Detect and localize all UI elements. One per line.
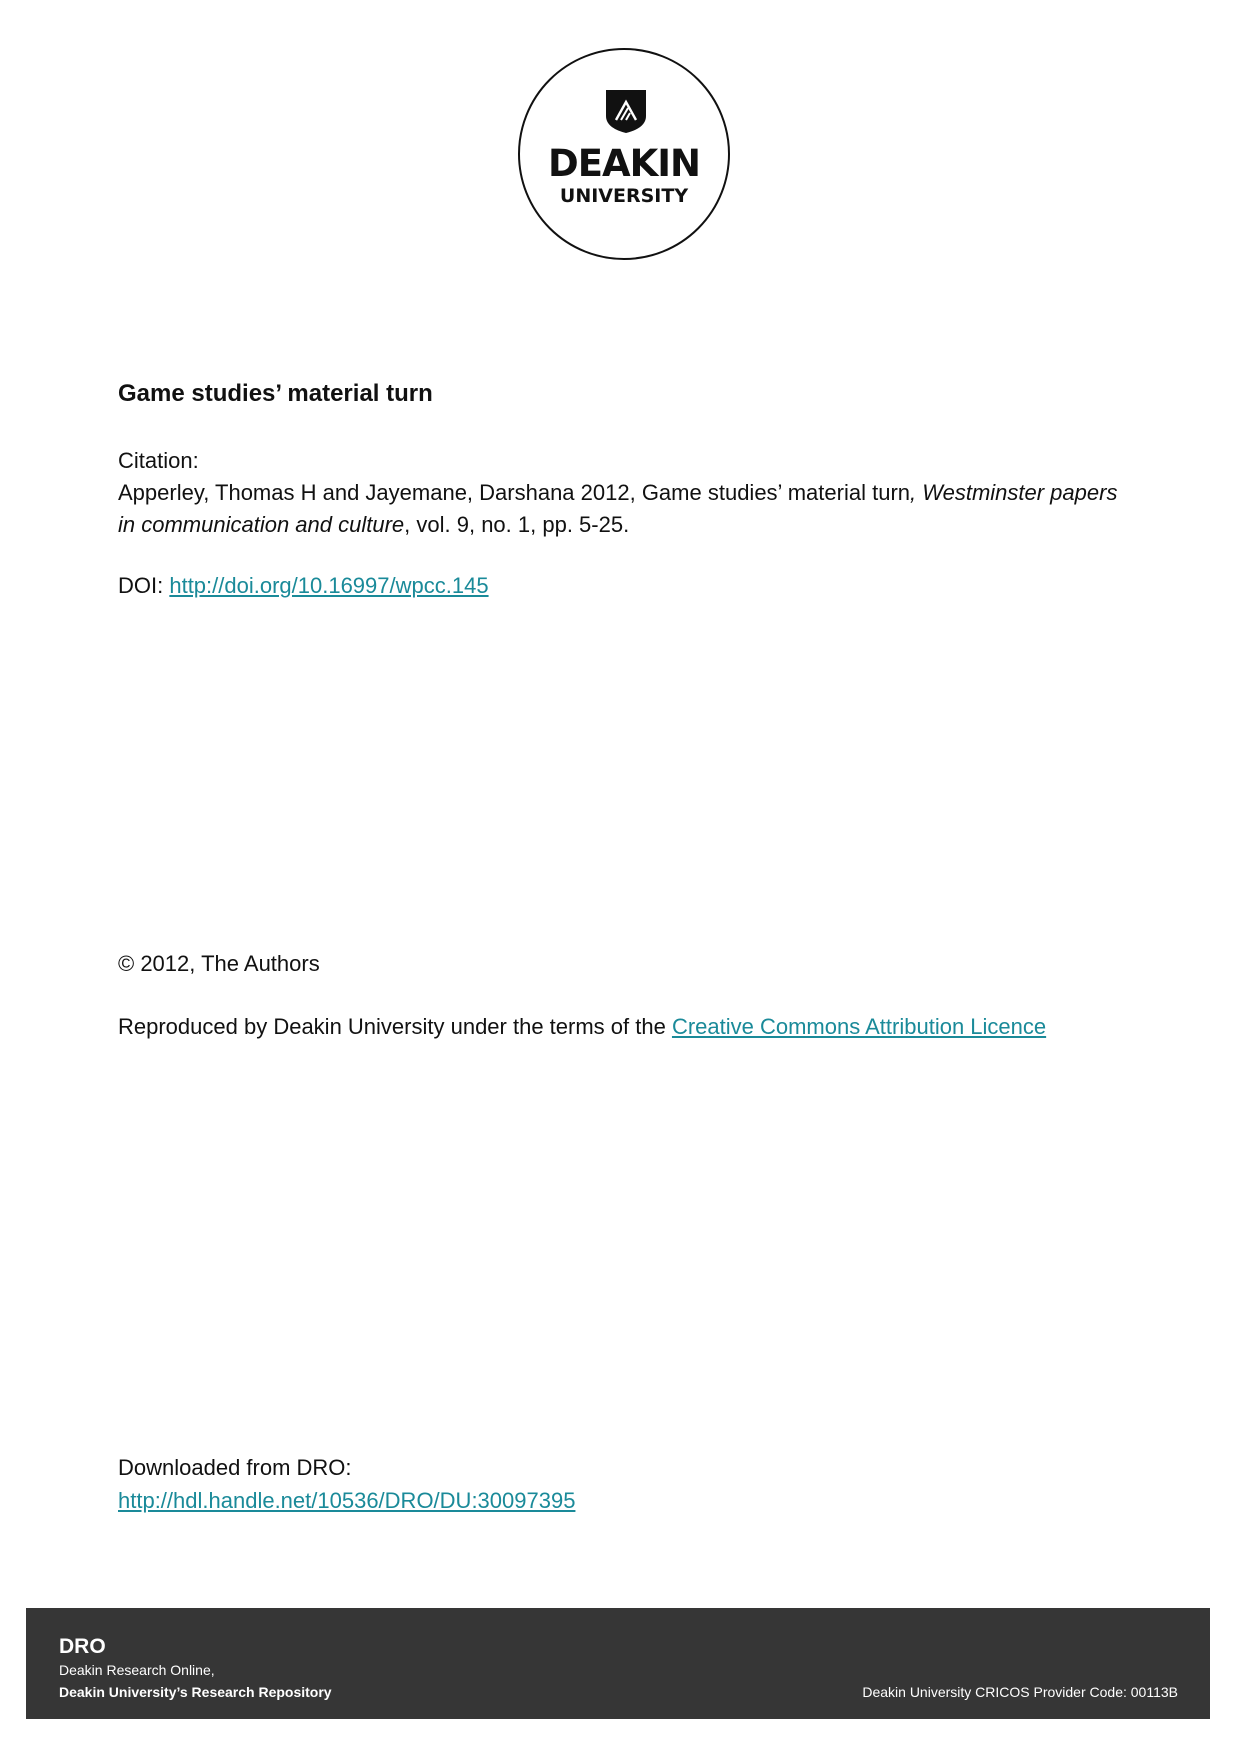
citation-details: , vol. 9, no. 1, pp. 5-25. — [404, 512, 630, 537]
licence-text: Reproduced by Deakin University under the terms of the — [118, 1014, 672, 1039]
citation-authors-title: Apperley, Thomas H and Jayemane, Darshana 2012, Game studies’ material turn — [118, 480, 910, 505]
doi-line — [118, 570, 1118, 602]
deakin-university-logo — [518, 48, 730, 260]
document-title: Game studies’ material turn — [118, 380, 433, 407]
citation-body — [118, 477, 1118, 541]
footer-repository-name: Deakin University’s Research Repository — [59, 1684, 332, 1700]
doi-label: DOI: — [118, 573, 170, 598]
logo-wordmark-university: UNIVERSITY — [559, 185, 689, 207]
licence-statement — [118, 1011, 1118, 1043]
footer-cricos-code: Deakin University CRICOS Provider Code: 00113B — [862, 1684, 1178, 1700]
licence-link[interactable]: Creative Commons Attribution Licence — [671, 1014, 1047, 1039]
footer-subtitle: Deakin Research Online, — [59, 1662, 215, 1678]
handle-link[interactable]: http://hdl.handle.net/10536/DRO/DU:30097395 — [118, 1488, 576, 1513]
citation-label: Citation: — [118, 448, 199, 473]
copyright-notice: © 2012, The Authors — [118, 951, 320, 976]
doi-link[interactable]: http://doi.org/10.16997/wpcc.145 — [169, 573, 489, 598]
footer-title: DRO — [59, 1635, 106, 1658]
logo-wordmark-deakin: DEAKIN — [547, 142, 701, 185]
downloaded-link-line — [118, 1485, 1118, 1517]
downloaded-label: Downloaded from DRO: — [118, 1455, 352, 1480]
shield-icon — [604, 88, 648, 134]
citation-journal: , Westminster papers in communication and culture — [118, 480, 1118, 537]
footer-banner — [26, 1608, 1210, 1719]
